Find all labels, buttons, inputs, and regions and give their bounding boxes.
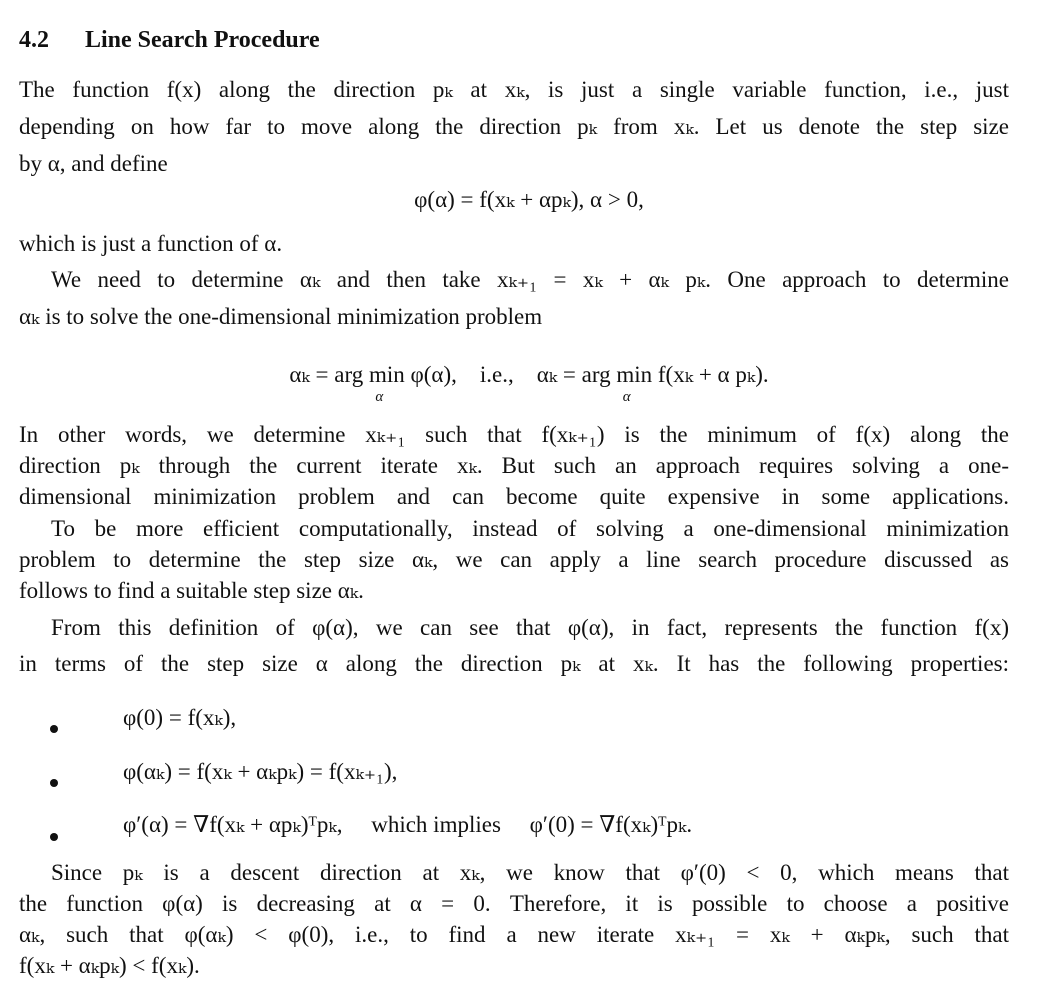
property-3-implies: which implies (371, 812, 501, 837)
property-1: φ(0) = f(xₖ), (123, 705, 237, 730)
argmin-subscript-left: α (375, 389, 384, 405)
equation-argmin-right: αₖ = arg min f(xₖ + α pₖ). α (537, 361, 769, 389)
property-2: φ(αₖ) = f(xₖ + αₖpₖ) = f(xₖ₊₁), (123, 759, 398, 784)
section-number: 4.2 (19, 27, 49, 53)
bullet-marker-2 (50, 766, 60, 776)
bullet-marker-3 (50, 820, 60, 830)
property-3-at-zero: φ′(0) = ∇f(xₖ)ᵀpₖ. (529, 812, 693, 837)
paragraph-6-line-1: Since pₖ is a descent direction at xₖ, we know that φ′(0) < 0, which means that (51, 860, 1009, 885)
paragraph-6-line-4: f(xₖ + αₖpₖ) < f(xₖ). (19, 953, 200, 978)
property-3-derivative: φ′(α) = ∇f(xₖ + αpₖ)ᵀpₖ, (123, 812, 343, 837)
paragraph-2-line-1: We need to determine αₖ and then take xₖ₊₁ = xₖ + αₖ pₖ. One approach to determine (51, 267, 1009, 292)
equation-phi-definition: φ(α) = f(xₖ + αpₖ), α > 0, (414, 187, 644, 212)
paragraph-1-line-1: The function f(x) along the direction pₖ at xₖ, is just a single variable function, i.e., just (19, 77, 1009, 102)
paragraph-1-line-3: by α, and define (19, 151, 168, 176)
equation-argmin (0, 361, 1058, 405)
paragraph-5-line-1: From this definition of φ(α), we can see that φ(α), in fact, represents the function f(x) (51, 615, 1009, 640)
section-title: Line Search Procedure (85, 27, 320, 53)
paragraph-1-line-2: depending on how far to move along the direction pₖ from xₖ. Let us denote the step size (19, 114, 1009, 139)
section-heading (19, 25, 320, 55)
equation-argmin-ie: i.e., (479, 362, 514, 387)
paragraph-3-line-3: dimensional minimization problem and can become quite expensive in some applications. (19, 484, 1009, 509)
property-3 (123, 811, 692, 839)
paragraph-2-line-2: αₖ is to solve the one-dimensional minimization problem (19, 304, 543, 329)
paragraph-3-line-2: direction pₖ through the current iterate xₖ. But such an approach requires solving a one- (19, 453, 1009, 478)
paragraph-4-line-1: To be more efficient computationally, instead of solving a one-dimensional minimization (51, 516, 1009, 541)
paragraph-4-line-2: problem to determine the step size αₖ, we can apply a line search procedure discussed as (19, 547, 1009, 572)
paragraph-6-line-2: the function φ(α) is decreasing at α = 0. Therefore, it is possible to choose a positive (19, 891, 1009, 916)
bullet-marker-1 (50, 712, 60, 722)
paragraph-5-line-2: in terms of the step size α along the direction pₖ at xₖ. It has the following properties: (19, 651, 1009, 676)
paragraph-1-line-4: which is just a function of α. (19, 231, 283, 256)
paragraph-6-line-3: αₖ, such that φ(αₖ) < φ(0), i.e., to find a new iterate xₖ₊₁ = xₖ + αₖpₖ, such that (19, 922, 1009, 947)
argmin-subscript-right: α (622, 389, 631, 405)
paragraph-3-line-1: In other words, we determine xₖ₊₁ such that f(xₖ₊₁) is the minimum of f(x) along the (19, 422, 1009, 447)
paragraph-4-line-3: follows to find a suitable step size αₖ. (19, 578, 364, 603)
equation-argmin-left: αₖ = arg min φ(α), α (289, 361, 457, 389)
